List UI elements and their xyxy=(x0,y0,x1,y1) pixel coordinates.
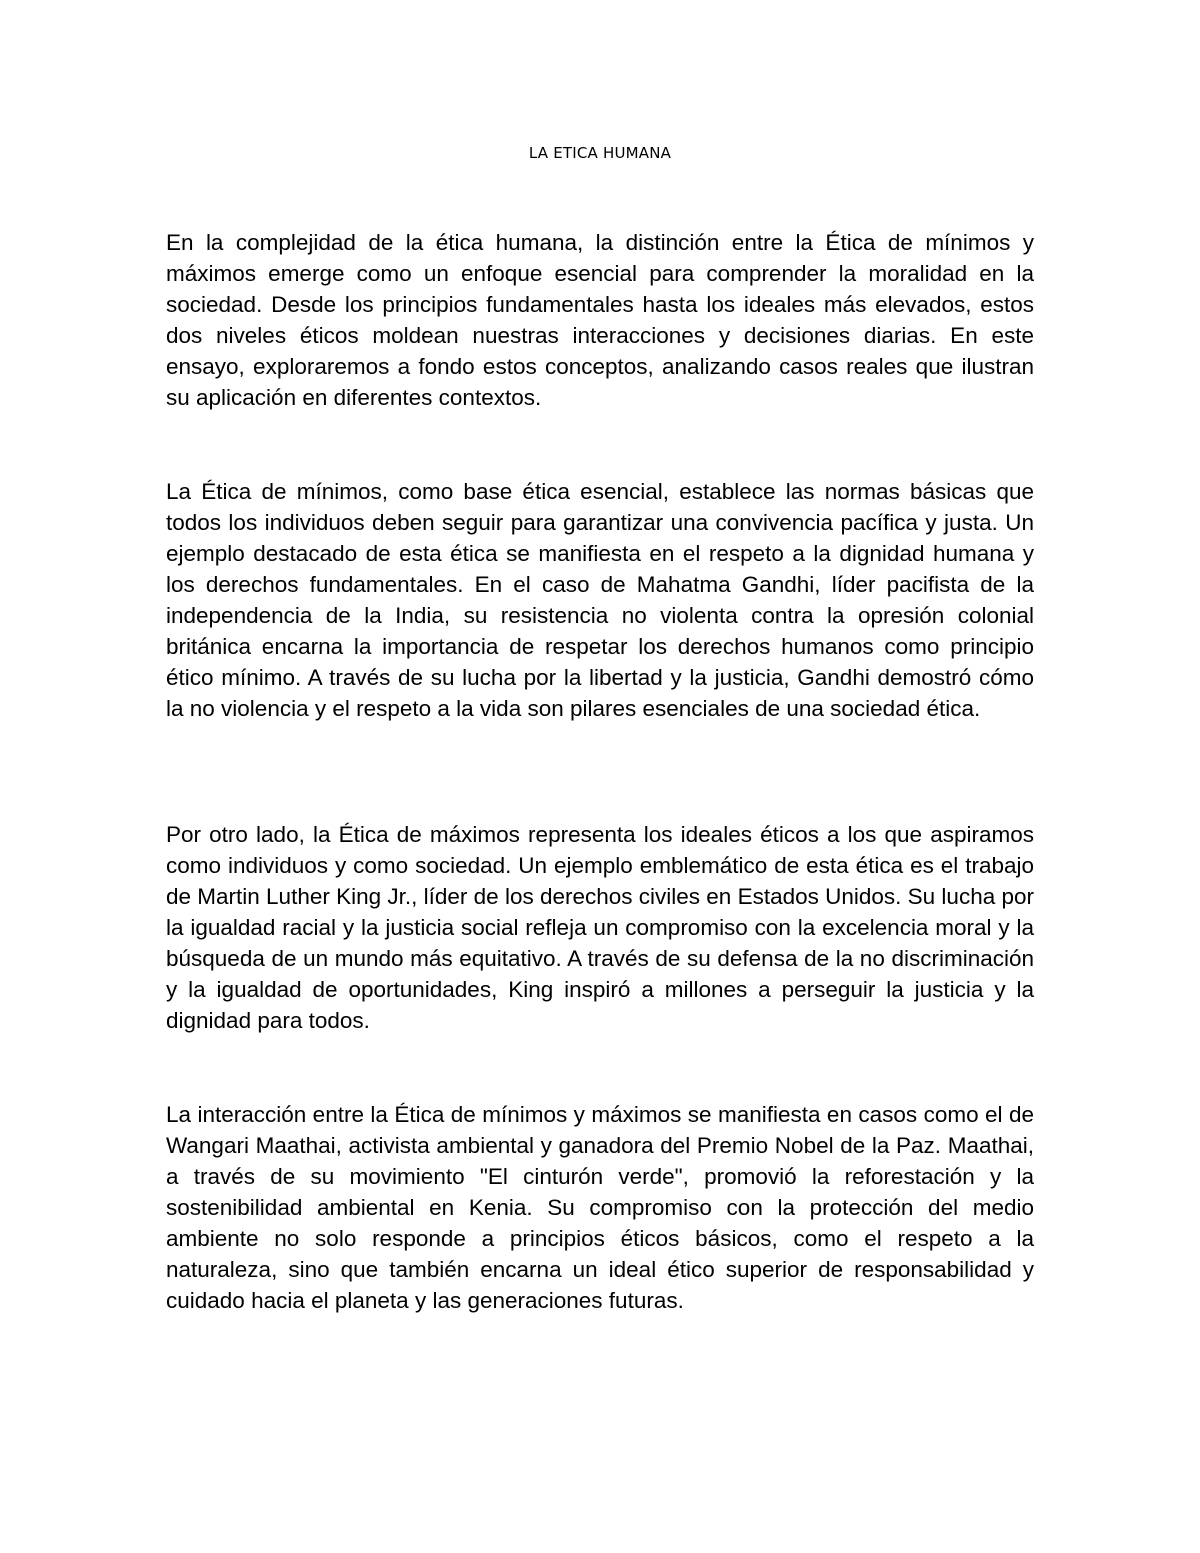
paragraph-etica-de-maximos: Por otro lado, la Ética de máximos representa los ideales éticos a los que aspiramos como individuos y como sociedad. Un ejemplo emblemático de esta ética es el trabajo de Martin Luther King Jr., líder de los derechos civiles en Estados Unidos. Su lucha por la igualdad racial y la justicia social refleja un compromiso con la excelencia moral y la búsqueda de un mundo más equitativo. A través de su defensa de la no discriminación y la igualdad de oportunidades, King inspiró a millones a perseguir la justicia y la dignidad para todos. xyxy=(166,822,1034,1033)
paragraph-etica-de-minimos: La Ética de mínimos, como base ética esencial, establece las normas básicas que todos los individuos deben seguir para garantizar una convivencia pacífica y justa. Un ejemplo destacado de esta ética se manifiesta en el respeto a la dignidad humana y los derechos fundamentales. En el caso de Mahatma Gandhi, líder pacifista de la independencia de la India, su resistencia no violenta contra la opresión colonial británica encarna la importancia de respetar los derechos humanos como principio ético mínimo. A través de su lucha por la libertad y la justicia, Gandhi demostró cómo la no violencia y el respeto a la vida son pilares esenciales de una sociedad ética. xyxy=(166,479,1034,721)
paragraph-introduction: En la complejidad de la ética humana, la distinción entre la Ética de mínimos y máximos emerge como un enfoque esencial para comprender la moralidad en la sociedad. Desde los principios fundamentales hasta los ideales más elevados, estos dos niveles éticos moldean nuestras interacciones y decisiones diarias. En este ensayo, exploraremos a fondo estos conceptos, analizando casos reales que ilustran su aplicación en diferentes contextos. xyxy=(166,230,1034,410)
paragraph-interaccion: La interacción entre la Ética de mínimos y máximos se manifiesta en casos como el de Wangari Maathai, activista ambiental y ganadora del Premio Nobel de la Paz. Maathai, a través de su movimiento "El cinturón verde", promovió la reforestación y la sostenibilidad ambiental en Kenia. Su compromiso con la protección del medio ambiente no solo responde a principios éticos básicos, como el respeto a la naturaleza, sino que también encarna un ideal ético superior de responsabilidad y cuidado hacia el planeta y las generaciones futuras. xyxy=(166,1102,1034,1313)
document-title: LA ETICA HUMANA xyxy=(528,144,672,162)
